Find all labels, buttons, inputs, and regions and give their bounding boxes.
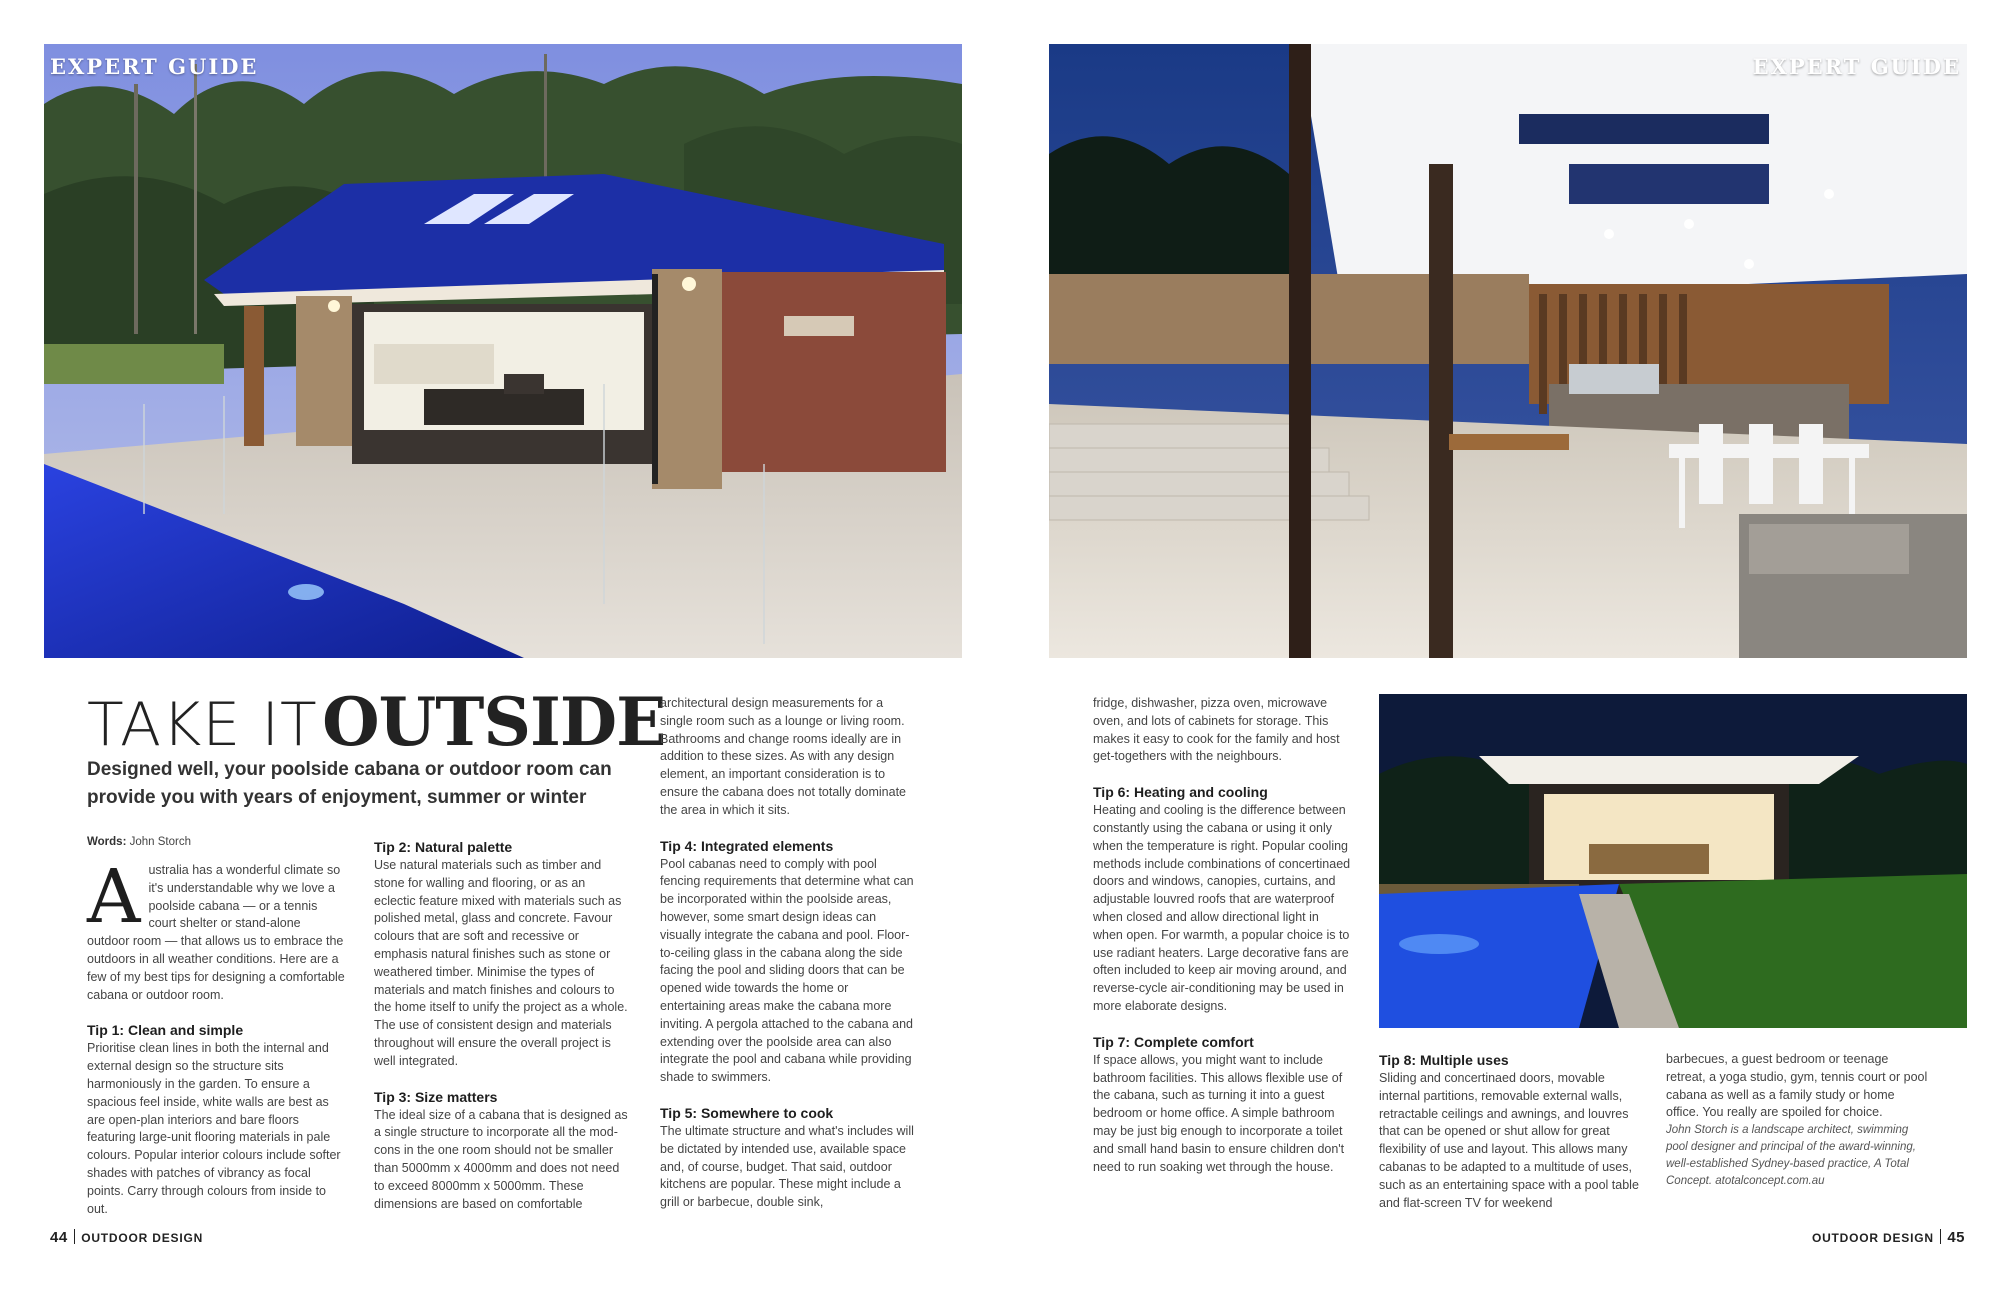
- cabana-night-illustration: [1379, 694, 1967, 1028]
- page-number-right: 45: [1947, 1229, 1965, 1246]
- column-6: [1666, 1051, 1928, 1190]
- tip-3-continued: architectural design measurements for a single room such as a lounge or living room. Bathrooms and change rooms ideally are in addition to these sizes. As with any design element, an important consideration is to ensure the cabana does not totally dominate the area in which it sits.: [660, 696, 907, 817]
- cabana-illustration: [44, 44, 962, 658]
- tip-2-heading: Tip 2: Natural palette: [374, 839, 513, 855]
- byline: [87, 834, 345, 850]
- tip-4-body: Pool cabanas need to comply with pool fencing requirements that determine what can be incorporated within the poolside areas, however, some smart design ideas can visually integrate the cabana and pool. Floor-to-ceiling glass in the cabana along the side facing the pool and sliding doors that can be opened wide towards the home or entertaining areas make the cabana more inviting. A pergola attached to the cabana and extending over the poolside area can also integrate the pool and cabana while providing shade to swimmers.: [660, 856, 914, 1085]
- tip-5-continued: fridge, dishwasher, pizza oven, microwave oven, and lots of cabinets for storage. This makes it easy to cook for the family and host get-togethers with the neighbours.: [1093, 696, 1340, 764]
- tip-6-heading: Tip 6: Heating and cooling: [1093, 784, 1268, 801]
- title-light: TAKE IT: [87, 690, 318, 760]
- tip-1-body: Prioritise clean lines in both the internal and external design so the structure sits harmoniously in the garden. To ensure a spacious feel inside, white walls are best as are open-plan interiors and bare floors featuring large-unit flooring materials in pale colours. Popular interior colours include softer shades with patches of vibrancy as focal points. Carry through colours from inside to out.: [87, 1041, 341, 1216]
- standfirst: Designed well, your poolside cabana or outdoor room can provide you with years of enjoyment, summer or winter: [87, 759, 612, 808]
- section-tag: EXPERT GUIDE: [1752, 54, 1961, 79]
- tip-7-body: If space allows, you might want to include bathroom facilities. This allows flexible use of the cabana, such as turning it into a guest bedroom or home office. A simple bathroom may be just big enough to incorporate a toilet and small hand basin to ensure children don't need to run soaking wet through the house.: [1093, 1052, 1345, 1174]
- tip-3-body: The ideal size of a cabana that is designed as a single structure to incorporate all the mod-cons in the one room should not be smaller than 5000mm x 4000mm and does not need to exceed 8000mm x 5000mm. These dimensions are based on comfortable: [374, 1107, 628, 1211]
- column-5: [1379, 1051, 1641, 1212]
- section-tag: EXPERT GUIDE: [50, 54, 259, 79]
- intro-paragraph: [87, 854, 345, 1004]
- page-number-left: 44: [50, 1229, 68, 1246]
- tip-4-heading: Tip 4: Integrated elements: [660, 837, 834, 854]
- tip-1-heading: Tip 1: Clean and simple: [87, 1022, 244, 1039]
- dropcap: A: [87, 854, 141, 940]
- outdoor-kitchen-illustration: [1049, 44, 1967, 658]
- tip-8-heading: Tip 8: Multiple uses: [1379, 1052, 1509, 1068]
- tip-7-heading: Tip 7: Complete comfort: [1093, 1033, 1254, 1050]
- column-2: [374, 838, 630, 1213]
- hero-photo-outdoor-kitchen: [1049, 44, 1967, 658]
- folio-left: [50, 1229, 203, 1246]
- cabana-night-photo: [1379, 694, 1967, 1028]
- article-title: [87, 683, 667, 761]
- column-3: [660, 695, 916, 1212]
- tip-8-continued: barbecues, a guest bedroom or teenage retreat, a yoga studio, gym, tennis court or pool cabana as well as a family study or home office. You really are spoiled for choice.: [1666, 1052, 1928, 1120]
- tip-6-body: Heating and cooling is the difference between constantly using the cabana or using it only when the temperature is right. Popular cooling methods include combinations of concertinaed doors and windows, canopies, curtains, and adjustable louvred roofs that are waterproof when closed and allow directional light in when open. For warmth, a popular choice is to use radiant heaters. Large decorative fans are often included to keep air moving around, and reverse-cycle air-conditioning may be used in more elaborate designs.: [1093, 803, 1351, 1013]
- column-1: [87, 834, 345, 1218]
- tip-3-heading: Tip 3: Size matters: [374, 1088, 498, 1105]
- byline-author: John Storch: [129, 836, 191, 848]
- title-bold: OUTSIDE: [322, 683, 666, 761]
- byline-label: Words:: [87, 836, 127, 848]
- hero-photo-poolside-cabana: [44, 44, 962, 658]
- folio-right: [1812, 1229, 1965, 1246]
- column-4: [1093, 695, 1351, 1176]
- intro-text: ustralia has a wonderful climate so it's understandable why we love a poolside cabana — or a tennis court shelter or stand-alone outdoor room — that allows us to embrace the outdoors in all weather conditions. Here are a few of my best tips for designing a comfortable cabana or outdoor room.: [87, 863, 345, 1002]
- tip-2-body: Use natural materials such as timber and stone for walling and flooring, or as an eclectic feature mixed with materials such as polished metal, glass and concrete. Favour colours that are soft and recessive or emphasis natural finishes such as stone or weathered timber. Minimise the types of materials and match finishes and colours to the home itself to unify the project as a whole. The use of consistent design and materials throughout will ensure the overall project is well integrated.: [374, 858, 628, 1068]
- right-page: [1000, 0, 2000, 1291]
- magazine-name-left: OUTDOOR DESIGN: [81, 1231, 204, 1245]
- author-credit: John Storch is a landscape architect, swimming pool designer and principal of the award-winning, well-established Sydney-based practice, A Total Concept. atotalconcept.com.au: [1666, 1124, 1916, 1188]
- tip-5-body: The ultimate structure and what's includes will be dictated by intended use, available space and, of course, budget. That said, outdoor kitchens are popular. These might include a grill or barbecue, double sink,: [660, 1123, 914, 1210]
- tip-8-body: Sliding and concertinaed doors, movable internal partitions, removable external walls, retractable ceilings and awnings, and louvres that can be opened or shut allow for great flexibility of use and layout. This allows many cabanas to be adapted to a multitude of uses, such as an entertaining space with a pool table and flat-screen TV for weekend: [1379, 1071, 1639, 1210]
- magazine-name-right: OUTDOOR DESIGN: [1811, 1231, 1934, 1245]
- tip-5-heading: Tip 5: Somewhere to cook: [660, 1104, 834, 1121]
